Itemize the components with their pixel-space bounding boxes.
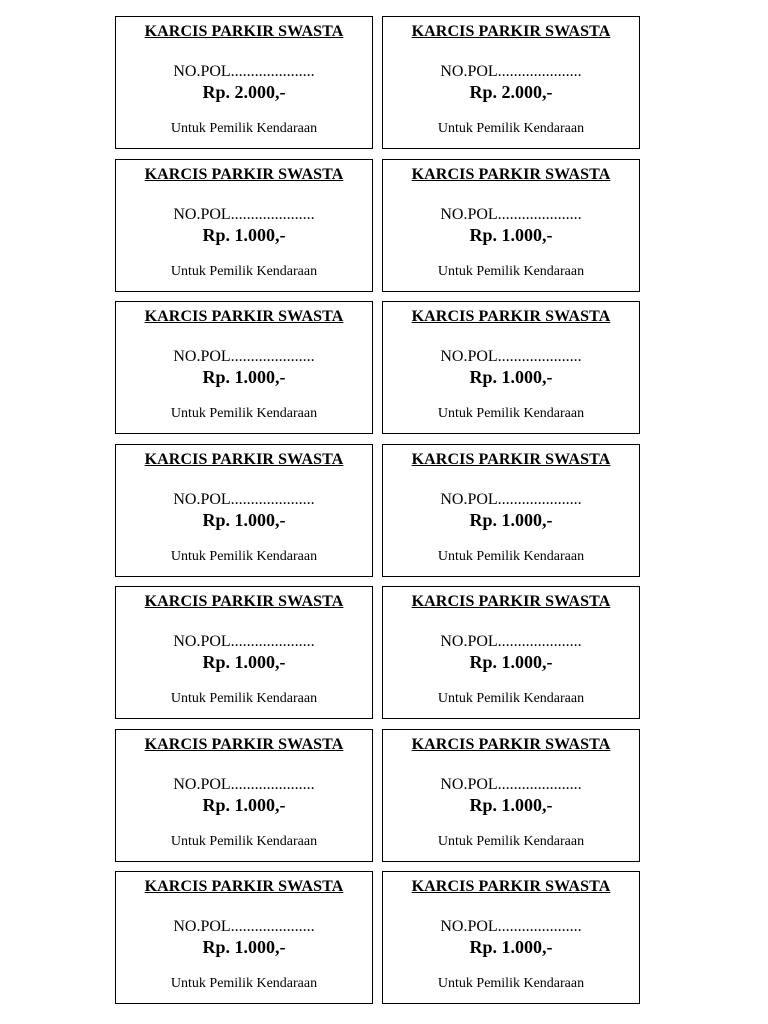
ticket-price: Rp. 1.000,- <box>469 367 553 387</box>
parking-ticket <box>382 871 640 1004</box>
ticket-title: KARCIS PARKIR SWASTA <box>144 165 344 183</box>
ticket-price: Rp. 2.000,- <box>469 82 553 102</box>
ticket-title: KARCIS PARKIR SWASTA <box>144 878 344 895</box>
ticket-note: Untuk Pemilik Kendaraan <box>437 833 585 849</box>
parking-ticket <box>382 444 640 577</box>
parking-ticket <box>115 159 373 292</box>
ticket-note: Untuk Pemilik Kendaraan <box>170 976 318 991</box>
ticket-plate-number: NO.POL..................... <box>173 775 315 793</box>
ticket-price: Rp. 2.000,- <box>202 82 286 102</box>
ticket-price: Rp. 1.000,- <box>469 794 553 815</box>
ticket-price: Rp. 1.000,- <box>202 367 286 387</box>
parking-ticket <box>115 871 373 1004</box>
ticket-title: KARCIS PARKIR SWASTA <box>411 593 611 610</box>
ticket-plate-number: NO.POL..................... <box>173 348 315 365</box>
parking-ticket <box>115 444 373 577</box>
ticket-title: KARCIS PARKIR SWASTA <box>411 878 611 895</box>
ticket-plate-number: NO.POL..................... <box>173 633 315 650</box>
ticket-price: Rp. 1.000,- <box>202 509 286 530</box>
ticket-plate-number: NO.POL..................... <box>440 205 582 223</box>
ticket-plate-number: NO.POL..................... <box>173 205 315 223</box>
ticket-note: Untuk Pemilik Kendaraan <box>170 548 318 564</box>
ticket-title: KARCIS PARKIR SWASTA <box>411 23 611 40</box>
parking-ticket <box>382 729 640 862</box>
ticket-plate-number: NO.POL..................... <box>173 918 315 935</box>
ticket-plate-number: NO.POL..................... <box>173 63 315 80</box>
parking-ticket <box>382 586 640 719</box>
ticket-title: KARCIS PARKIR SWASTA <box>144 593 344 610</box>
ticket-sheet <box>115 16 640 1004</box>
ticket-title: KARCIS PARKIR SWASTA <box>411 735 611 753</box>
ticket-price: Rp. 1.000,- <box>469 509 553 530</box>
ticket-title: KARCIS PARKIR SWASTA <box>411 308 611 325</box>
ticket-note: Untuk Pemilik Kendaraan <box>437 406 585 421</box>
ticket-plate-number: NO.POL..................... <box>440 918 582 935</box>
parking-ticket <box>115 301 373 434</box>
ticket-price: Rp. 1.000,- <box>469 937 553 957</box>
ticket-price: Rp. 1.000,- <box>469 224 553 245</box>
ticket-note: Untuk Pemilik Kendaraan <box>437 263 585 279</box>
ticket-plate-number: NO.POL..................... <box>440 775 582 793</box>
ticket-price: Rp. 1.000,- <box>202 652 286 672</box>
ticket-title: KARCIS PARKIR SWASTA <box>144 735 344 753</box>
ticket-title: KARCIS PARKIR SWASTA <box>144 23 344 40</box>
ticket-title: KARCIS PARKIR SWASTA <box>411 165 611 183</box>
ticket-plate-number: NO.POL..................... <box>173 490 315 508</box>
ticket-note: Untuk Pemilik Kendaraan <box>437 548 585 564</box>
ticket-price: Rp. 1.000,- <box>202 224 286 245</box>
parking-ticket <box>382 16 640 149</box>
ticket-plate-number: NO.POL..................... <box>440 633 582 650</box>
ticket-plate-number: NO.POL..................... <box>440 63 582 80</box>
ticket-price: Rp. 1.000,- <box>202 794 286 815</box>
ticket-note: Untuk Pemilik Kendaraan <box>437 976 585 991</box>
ticket-title: KARCIS PARKIR SWASTA <box>411 450 611 468</box>
parking-ticket <box>115 729 373 862</box>
ticket-title: KARCIS PARKIR SWASTA <box>144 308 344 325</box>
ticket-note: Untuk Pemilik Kendaraan <box>170 691 318 706</box>
ticket-plate-number: NO.POL..................... <box>440 348 582 365</box>
parking-ticket <box>382 159 640 292</box>
parking-ticket <box>115 16 373 149</box>
ticket-price: Rp. 1.000,- <box>202 937 286 957</box>
parking-ticket <box>115 586 373 719</box>
ticket-note: Untuk Pemilik Kendaraan <box>437 121 585 136</box>
ticket-note: Untuk Pemilik Kendaraan <box>170 263 318 279</box>
ticket-price: Rp. 1.000,- <box>469 652 553 672</box>
parking-ticket <box>382 301 640 434</box>
ticket-note: Untuk Pemilik Kendaraan <box>170 833 318 849</box>
ticket-title: KARCIS PARKIR SWASTA <box>144 450 344 468</box>
ticket-plate-number: NO.POL..................... <box>440 490 582 508</box>
ticket-note: Untuk Pemilik Kendaraan <box>437 691 585 706</box>
ticket-note: Untuk Pemilik Kendaraan <box>170 406 318 421</box>
ticket-note: Untuk Pemilik Kendaraan <box>170 121 318 136</box>
